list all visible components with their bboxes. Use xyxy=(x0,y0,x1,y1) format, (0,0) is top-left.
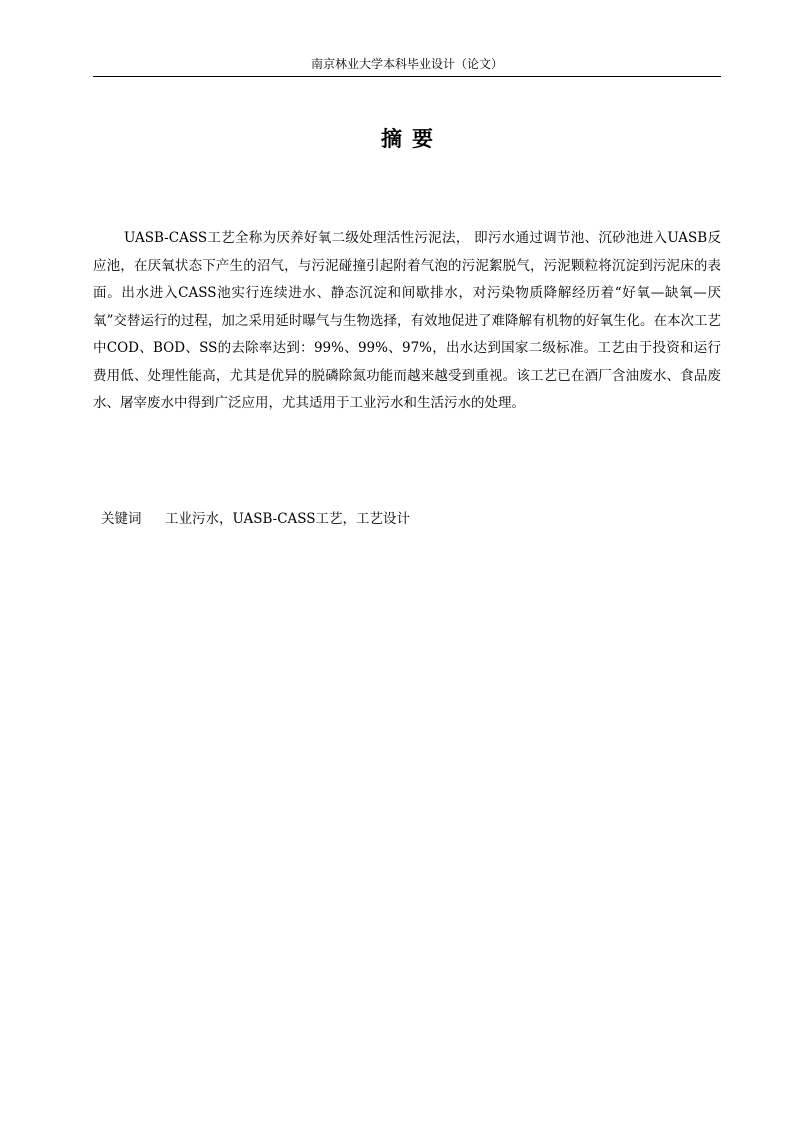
running-header xyxy=(93,56,721,77)
keywords-value: 工业污水，UASB-CASS工艺，工艺设计 xyxy=(165,511,411,527)
running-header-title: 南京林业大学本科毕业设计（论文） xyxy=(310,57,503,71)
abstract-body: UASB-CASS工艺全称为厌养好氧二级处理活性污泥法， 即污水通过调节池、沉砂池进入UASB反应池，在厌氧状态下产生的沼气，与污泥碰撞引起附着气泡的污泥絮脱气，污泥颗粒将沉淀到污泥床的表面。出水进入CASS池实行连续进水、静态沉淀和间歇排水，对污染物质降解经历着“好氧—缺氧—厌氧”交替运行的过程，加之采用延时曝气与生物选择，有效地促进了难降解有机物的好氧生化。在本次工艺中COD、BOD、SS的去除率达到：99%、99%、97%，出水达到国家二级标准。工艺由于投资和运行费用低、处理性能高，尤其是优异的脱磷除氮功能而越来越受到重视。该工艺已在酒厂含油废水、食品废水、屠宰废水中得到广泛应用，尤其适用于工业污水和生活污水的处理。 xyxy=(93,230,721,411)
keywords-label: 关键词 xyxy=(101,511,142,527)
abstract-title: 摘要 xyxy=(381,127,443,151)
keywords-line xyxy=(101,506,721,533)
